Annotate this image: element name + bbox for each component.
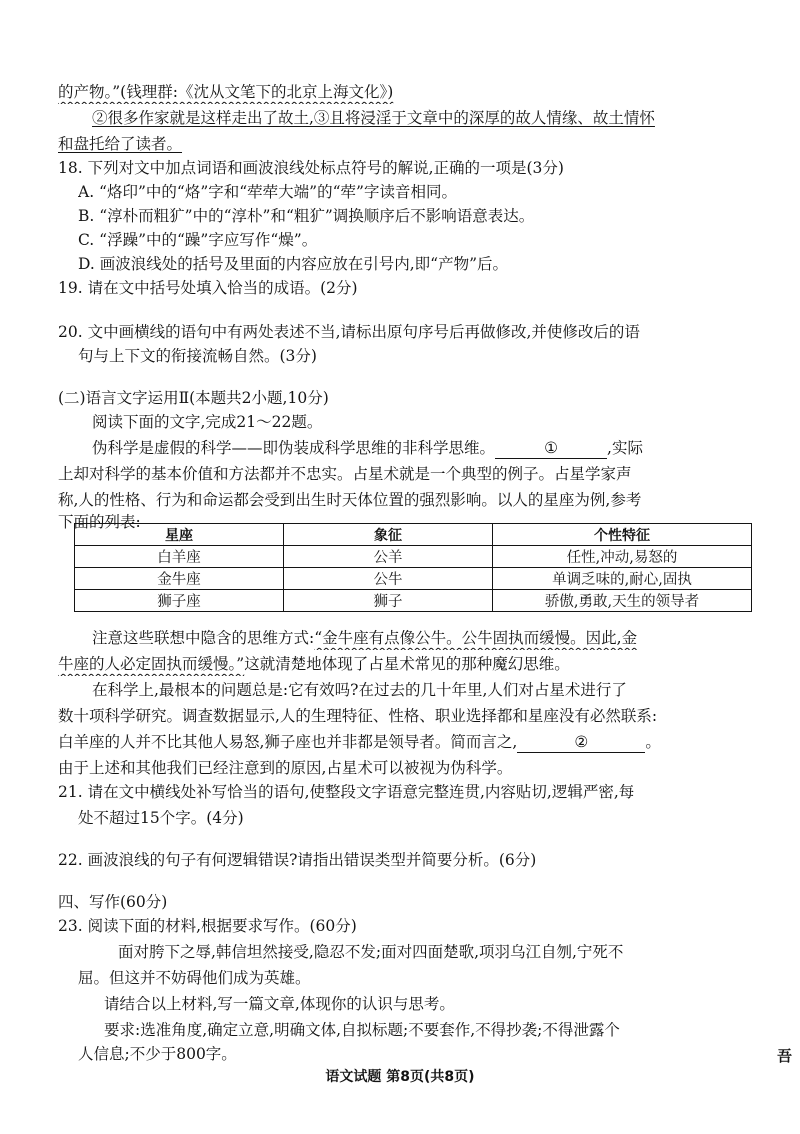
- passage-underlined-sentence-end: 和盘托给了读者。: [58, 135, 183, 153]
- passage-end-line-1: [58, 80, 754, 104]
- q22-stem: 22. 画波浪线的句子有何逻辑错误?请指出错误类型并简要分析。(6分): [58, 851, 537, 869]
- table-cell-traits: 骄傲,勇敢,天生的领导者: [493, 590, 752, 612]
- q20-line-2: 句与上下文的衔接流畅自然。(3分): [78, 347, 317, 365]
- table-row: [75, 568, 752, 590]
- zodiac-table: [74, 523, 752, 612]
- paragraph-2-text-b: 这就清楚地体现了占星术常见的那种魔幻思维。: [244, 655, 570, 673]
- paragraph-1-line-4: 下面的列表:: [58, 513, 141, 531]
- citation-wavy: 的产物。”(钱理群:《沈从文笔下的北京上海文化》): [58, 83, 394, 101]
- paragraph-3-line-3: [58, 730, 754, 754]
- q19-stem: 19. 请在文中括号处填入恰当的成语。(2分): [58, 279, 358, 297]
- table-cell-sign: 金牛座: [75, 568, 284, 590]
- wavy-sentence-end: 牛座的人必定固执而缓慢。”: [58, 655, 245, 673]
- section-4-heading: 四、写作(60分): [58, 893, 168, 911]
- paragraph-1-text: 伪科学是虚假的科学——即伪装成科学思维的非科学思维。: [92, 439, 496, 457]
- section-2-heading: (二)语言文字运用Ⅱ(本题共2小题,10分): [58, 389, 329, 407]
- q18-stem: 18. 下列对文中加点词语和画波浪线处标点符号的解说,正确的一项是(3分): [58, 159, 564, 177]
- q23-requirements-line-1: 要求:选准角度,确定立意,明确文体,自拟标题;不要套作,不得抄袭;不得泄露个: [104, 1021, 620, 1039]
- fill-blank-1[interactable]: ①: [495, 438, 607, 459]
- passage-underlined-sentence: ②很多作家就是这样走出了故土,③且将浸淫于文章中的深厚的故人情缘、故土情怀: [92, 109, 655, 127]
- q18-option-a: A. “烙印”中的“烙”字和“荦荦大端”的“荦”字读音相同。: [78, 183, 457, 201]
- paragraph-2-line-2: [58, 652, 754, 676]
- page-footer: 语文试题 第8页(共8页): [325, 1069, 475, 1085]
- paragraph-1-text-b: ,实际: [607, 439, 643, 457]
- q18-option-d: D. 画波浪线处的括号及里面的内容应放在引号内,即“产物”后。: [78, 255, 509, 273]
- table-row: [75, 546, 752, 568]
- table-cell-traits: 任性,冲动,易怒的: [493, 546, 752, 568]
- paragraph-2-text: 注意这些联想中隐含的思维方式:: [92, 629, 315, 647]
- paragraph-3-period: 。: [645, 733, 661, 751]
- q18-option-c: C. “浮躁”中的“躁”字应写作“燥”。: [78, 231, 318, 249]
- table-header-row: [75, 524, 752, 546]
- table-row: [75, 590, 752, 612]
- wavy-sentence: “金牛座有点像公牛。公牛固执而缓慢。因此,金: [314, 629, 638, 647]
- paragraph-3-line-1: 在科学上,最根本的问题总是:它有效吗?在过去的几十年里,人们对占星术进行了: [92, 681, 627, 699]
- paragraph-1-line-2: 上却对科学的基本价值和方法都并不忠实。占星术就是一个典型的例子。占星学家声: [58, 465, 632, 483]
- paragraph-3-line-4: 由于上述和其他我们已经注意到的原因,占星术可以被视为伪科学。: [58, 759, 513, 777]
- table-cell-traits: 单调乏味的,耐心,固执: [493, 568, 752, 590]
- passage-end-line-3: [58, 132, 754, 156]
- paragraph-1-line-1: [92, 436, 754, 460]
- table-cell-symbol: 狮子: [284, 590, 493, 612]
- q18-option-b: B. “淳朴而粗犷”中的“淳朴”和“粗犷”调换顺序后不影响语意表达。: [78, 207, 535, 225]
- section-2-intro: 阅读下面的文字,完成21～22题。: [92, 413, 323, 431]
- q23-material-line-2: 屈。但这并不妨碍他们成为英雄。: [78, 969, 311, 987]
- q20-line-1: 20. 文中画横线的语句中有两处表述不当,请标出原句序号后再做修改,并使修改后的语: [58, 323, 640, 341]
- q23-instruction: 请结合以上材料,写一篇文章,体现你的认识与思考。: [104, 995, 455, 1013]
- side-mark: 吾: [775, 1048, 793, 1063]
- q23-requirements-line-2: 人信息;不少于800字。: [78, 1045, 237, 1063]
- paragraph-1-line-3: 称,人的性格、行为和命运都会受到出生时天体位置的强烈影响。以人的星座为例,参考: [58, 491, 642, 509]
- q21-line-2: 处不超过15个字。(4分): [78, 809, 244, 827]
- table-cell-sign: 狮子座: [75, 590, 284, 612]
- paragraph-2-line-1: [92, 626, 754, 650]
- q23-material-line-1: 面对胯下之辱,韩信坦然接受,隐忍不发;面对四面楚歌,项羽乌江自刎,宁死不: [118, 943, 624, 961]
- table-cell-symbol: 公羊: [284, 546, 493, 568]
- q23-stem: 23. 阅读下面的材料,根据要求写作。(60分): [58, 917, 357, 935]
- table-cell-symbol: 公牛: [284, 568, 493, 590]
- table-header-sign: 星座: [75, 524, 284, 546]
- table-header-symbol: 象征: [284, 524, 493, 546]
- passage-end-line-2: [92, 106, 754, 130]
- table-header-traits: 个性特征: [493, 524, 752, 546]
- table-cell-sign: 白羊座: [75, 546, 284, 568]
- paragraph-3-line-2: 数十项科学研究。调查数据显示,人的生理特征、性格、职业选择都和星座没有必然联系:: [58, 707, 658, 725]
- fill-blank-2[interactable]: ②: [517, 732, 645, 753]
- paragraph-3-text: 白羊座的人并不比其他人易怒,狮子座也并非都是领导者。简而言之,: [58, 733, 518, 751]
- q21-line-1: 21. 请在文中横线处补写恰当的语句,使整段文字语意完整连贯,内容贴切,逻辑严密,每: [58, 783, 635, 801]
